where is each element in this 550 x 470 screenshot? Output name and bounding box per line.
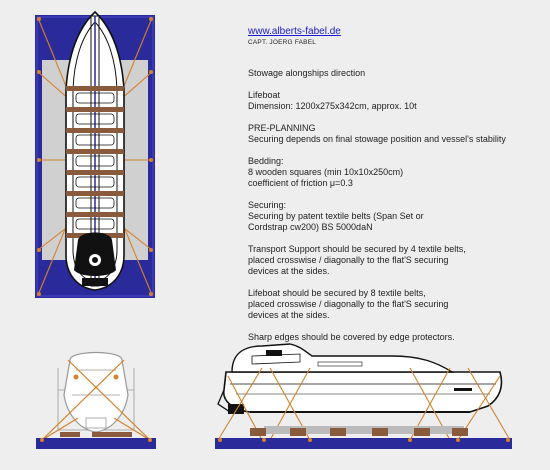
transport-line: devices at the sides. bbox=[248, 266, 330, 276]
lifeboat-belts-line: placed crosswise / diagonally to the flat'S securing bbox=[248, 299, 449, 309]
bedding-line: coefficient of friction μ=0.3 bbox=[248, 178, 353, 188]
side-view-drawing bbox=[215, 344, 512, 449]
transport-line: placed crosswise / diagonally to the flat'S securing bbox=[248, 255, 449, 265]
transport-support-section bbox=[248, 244, 544, 277]
wooden-square-front bbox=[92, 432, 132, 437]
securing-line: Securing by patent textile belts (Span Set or bbox=[248, 211, 424, 221]
front-view-drawing bbox=[36, 353, 156, 450]
preplanning-text: Securing depends on final stowage position and vessel's stability bbox=[248, 134, 506, 144]
lifeboat-belts-line: devices at the sides. bbox=[248, 310, 330, 320]
bedding-title: Bedding: bbox=[248, 156, 284, 166]
edge-protectors-note: Sharp edges should be covered by edge protectors. bbox=[248, 332, 455, 342]
lifeboat-hull-side bbox=[224, 372, 502, 412]
stowage-direction: Stowage alongships direction bbox=[248, 68, 366, 78]
lifeboat-title: Lifeboat bbox=[248, 90, 281, 100]
lifeboat-section bbox=[248, 90, 544, 112]
flat-rack-side bbox=[215, 438, 512, 449]
securing-line: Cordstrap cw200) BS 5000daN bbox=[248, 222, 373, 232]
bedding-section bbox=[248, 156, 544, 189]
securing-title: Securing: bbox=[248, 200, 287, 210]
notes-panel bbox=[248, 26, 544, 354]
author-credit: CAPT. JOERG FABEL bbox=[248, 39, 317, 46]
lifeboat-dimension: Dimension: 1200x275x342cm, approx. 10t bbox=[248, 101, 417, 111]
lifeboat-belts-section bbox=[248, 288, 544, 321]
preplanning-section bbox=[248, 123, 544, 145]
lifeboat-belts-line: Lifeboat should be secured by 8 textile belts, bbox=[248, 288, 426, 298]
securing-section bbox=[248, 200, 544, 233]
transport-line: Transport Support should be secured by 4 textile belts, bbox=[248, 244, 466, 254]
preplanning-title: PRE-PLANNING bbox=[248, 123, 316, 133]
flat-rack-front bbox=[36, 438, 156, 449]
bedding-line: 8 wooden squares (min 10x10x250cm) bbox=[248, 167, 404, 177]
top-view-drawing bbox=[35, 12, 155, 298]
website-link[interactable]: www.alberts-fabel.de bbox=[248, 26, 341, 37]
